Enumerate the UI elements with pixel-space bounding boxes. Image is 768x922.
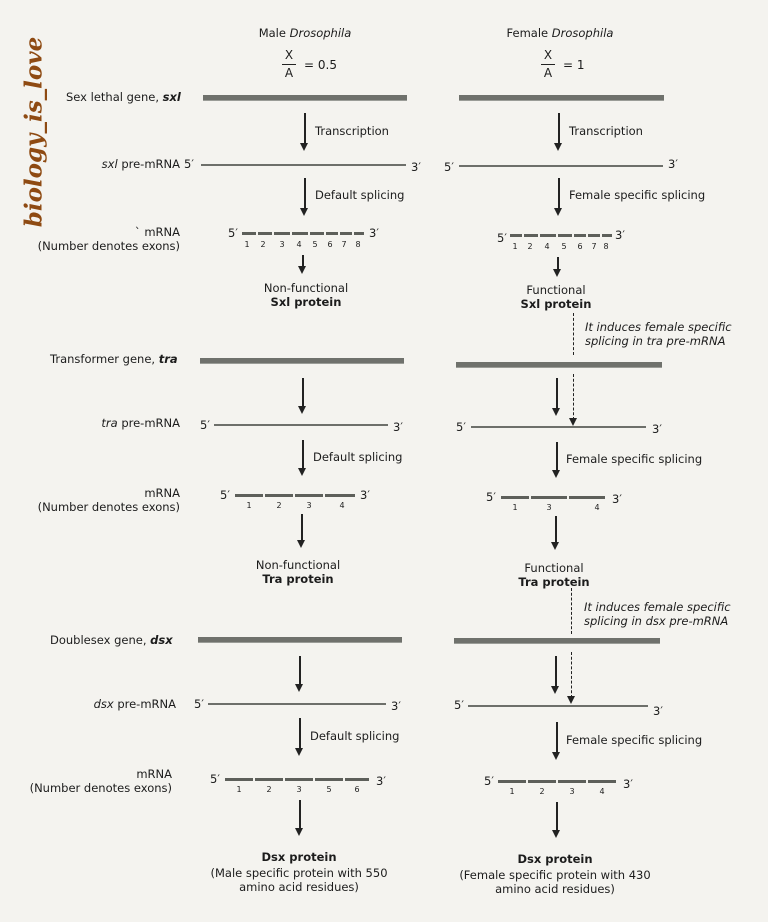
- male-tra-exon-segment: [295, 494, 323, 497]
- male-tra-splicing-arrow: [302, 440, 304, 470]
- male-sxl-mrna-3prime: 3′: [369, 226, 379, 240]
- female-dsx-protein-desc-2: amino acid residues): [495, 882, 615, 896]
- female-tra-exon-segment: [569, 496, 605, 499]
- female-sxl-exon-segment: [524, 234, 538, 237]
- female-sxl-splicing-arrow: [558, 178, 560, 210]
- male-sxl-exon-segment: [258, 232, 272, 235]
- female-tra-protein-status: Functional: [524, 561, 584, 575]
- male-tra-exon-segment: [265, 494, 293, 497]
- female-sxl-induction-text-2: splicing in tra pre-mRNA: [585, 334, 726, 348]
- male-dsx-exon-segment: [345, 778, 369, 781]
- female-tra-induction-line: [571, 588, 572, 634]
- female-sxl-exon-segment: [602, 234, 612, 237]
- male-xa-value: = 0.5: [304, 58, 337, 72]
- male-dsx-exon-number: 1: [236, 785, 242, 794]
- male-sxl-exon-segment: [292, 232, 308, 235]
- female-tra-pre-5prime: 5′: [456, 420, 466, 434]
- male-dsx-splicing-arrow: [299, 718, 301, 750]
- male-sxl-exon-segment: [274, 232, 290, 235]
- male-sxl-exon-number: 8: [355, 240, 361, 249]
- male-tra-exon-number: 2: [276, 501, 282, 510]
- female-dsx-exon-number: 1: [509, 787, 515, 796]
- female-sxl-exon-segment: [574, 234, 586, 237]
- male-dsx-exon-number: 3: [296, 785, 302, 794]
- female-dsx-exon-segment: [528, 780, 556, 783]
- male-dsx-protein-name: Dsx protein: [261, 850, 337, 864]
- female-sxl-protein-name: Sxl protein: [520, 297, 592, 311]
- male-tra-protein-name: Tra protein: [262, 572, 334, 586]
- female-sxl-exon-number: 4: [544, 242, 550, 251]
- male-sxl-gene-bar: [203, 95, 407, 100]
- male-dsx-exon-segment: [225, 778, 253, 781]
- female-tra-mrna-5prime: 5′: [486, 490, 496, 504]
- male-sxl-exon-segment: [340, 232, 352, 235]
- female-sxl-exon-number: 7: [591, 242, 597, 251]
- female-dsx-pre-mrna-line: [468, 705, 648, 707]
- female-sxl-pre-3prime: 3′: [668, 157, 678, 171]
- tra-gene-label: Transformer gene, tra: [50, 352, 178, 366]
- sxl-exons-note: (Number denotes exons): [37, 239, 180, 253]
- male-sxl-transcription-arrow: [304, 113, 306, 145]
- dsx-gene-label: Doublesex gene, dsx: [50, 633, 173, 647]
- female-dsx-protein-name: Dsx protein: [517, 852, 593, 866]
- male-dsx-protein-desc-1: (Male specific protein with 550: [210, 866, 388, 880]
- male-tra-splicing-label: Default splicing: [313, 450, 403, 464]
- female-dsx-exon-number: 4: [599, 787, 605, 796]
- female-sxl-exon-segment: [588, 234, 600, 237]
- female-dsx-exon-number: 3: [569, 787, 575, 796]
- female-sxl-exon-segment: [540, 234, 556, 237]
- female-sxl-exon-number: 6: [577, 242, 583, 251]
- female-dsx-pre-5prime: 5′: [454, 698, 464, 712]
- male-dsx-splicing-label: Default splicing: [310, 729, 400, 743]
- female-sxl-mrna-5prime: 5′: [497, 231, 507, 245]
- tra-mrna-label: mRNA: [144, 486, 180, 500]
- male-tra-pre-5prime: 5′: [200, 418, 210, 432]
- female-sxl-exon-number: 2: [527, 242, 533, 251]
- female-dsx-protein-desc-1: (Female specific protein with 430: [459, 868, 651, 882]
- female-sxl-exon-number: 8: [603, 242, 609, 251]
- male-tra-transcription-arrow: [302, 378, 304, 408]
- male-tra-pre-mrna-line: [214, 424, 388, 426]
- female-tra-exon-segment: [531, 496, 567, 499]
- female-sxl-pre-5prime: 5′: [444, 160, 454, 174]
- male-dsx-exon-segment: [315, 778, 343, 781]
- female-tra-gene-bar: [456, 362, 662, 367]
- male-sxl-translation-arrow: [302, 255, 304, 268]
- male-dsx-transcription-arrow: [299, 656, 301, 686]
- male-sxl-protein-status: Non-functional: [263, 281, 349, 295]
- dsx-exons-note: (Number denotes exons): [29, 781, 172, 795]
- male-tra-pre-3prime: 3′: [393, 420, 403, 434]
- female-xa-value: = 1: [563, 58, 585, 72]
- female-sxl-exon-number: 5: [561, 242, 567, 251]
- female-dsx-exon-segment: [498, 780, 526, 783]
- male-dsx-gene-bar: [198, 637, 402, 642]
- male-tra-mrna-5prime: 5′: [220, 488, 230, 502]
- female-tra-pre-3prime: 3′: [652, 422, 662, 436]
- female-dsx-pre-3prime: 3′: [653, 704, 663, 718]
- female-sxl-transcription-label: Transcription: [569, 124, 643, 138]
- female-column-title: Female Drosophila: [506, 26, 614, 40]
- male-sxl-transcription-label: Transcription: [315, 124, 389, 138]
- male-sxl-pre-3prime: 3′: [411, 160, 421, 174]
- female-dsx-exon-segment: [588, 780, 616, 783]
- female-dsx-splicing-label: Female specific splicing: [566, 733, 703, 747]
- male-tra-protein-status: Non-functional: [255, 558, 341, 572]
- female-sxl-splicing-label: Female specific splicing: [569, 188, 706, 202]
- female-dsx-translation-arrow: [556, 802, 558, 832]
- male-dsx-translation-arrow: [299, 800, 301, 830]
- tra-pre-mrna-label: tra pre-mRNA: [101, 416, 180, 430]
- male-dsx-mrna-5prime: 5′: [210, 772, 220, 786]
- female-tra-pre-mrna-line: [471, 426, 646, 428]
- dsx-pre-mrna-label: dsx pre-mRNA: [93, 697, 176, 711]
- male-sxl-exon-segment: [326, 232, 338, 235]
- female-dsx-exon-number: 2: [539, 787, 545, 796]
- male-tra-exon-number: 3: [306, 501, 312, 510]
- male-sxl-exon-number: 7: [341, 240, 347, 249]
- male-tra-exon-segment: [325, 494, 355, 497]
- male-sxl-exon-number: 3: [279, 240, 285, 249]
- female-dsx-gene-bar: [454, 638, 660, 643]
- female-dsx-splicing-arrow: [556, 722, 558, 754]
- female-dsx-exon-segment: [558, 780, 586, 783]
- male-tra-exon-number: 1: [246, 501, 252, 510]
- female-tra-exon-number: 3: [546, 503, 552, 512]
- male-sxl-splicing-label: Default splicing: [315, 188, 405, 202]
- female-tra-induction-arrow: [573, 374, 574, 420]
- female-sxl-protein-status: Functional: [526, 283, 586, 297]
- male-dsx-pre-mrna-line: [208, 703, 386, 705]
- male-sxl-splicing-arrow: [304, 178, 306, 210]
- male-tra-translation-arrow: [301, 514, 303, 542]
- male-sxl-exon-number: 5: [312, 240, 318, 249]
- male-dsx-pre-5prime: 5′: [194, 697, 204, 711]
- male-sxl-protein-name: Sxl protein: [270, 295, 342, 309]
- male-tra-exon-segment: [235, 494, 263, 497]
- female-sxl-induction-line: [573, 313, 574, 355]
- male-sxl-exon-number: 2: [260, 240, 266, 249]
- male-dsx-protein-desc-2: amino acid residues): [239, 880, 359, 894]
- female-sxl-gene-bar: [459, 95, 664, 100]
- male-sxl-pre-5prime: 5′: [184, 157, 194, 171]
- male-sxl-pre-mrna-line: [201, 164, 406, 166]
- male-sxl-exon-number: 4: [296, 240, 302, 249]
- female-tra-translation-arrow: [555, 516, 557, 544]
- male-column-title: Male Drosophila: [258, 26, 352, 40]
- female-sxl-exon-segment: [558, 234, 572, 237]
- female-tra-exon-number: 1: [512, 503, 518, 512]
- male-sxl-exon-segment: [310, 232, 324, 235]
- male-dsx-exon-number: 6: [354, 785, 360, 794]
- dsx-mrna-label: mRNA: [136, 767, 172, 781]
- male-tra-gene-bar: [200, 358, 404, 363]
- male-sxl-exon-segment: [242, 232, 256, 235]
- male-dsx-exon-segment: [285, 778, 313, 781]
- male-sxl-mrna-5prime: 5′: [228, 226, 238, 240]
- sxl-gene-label: Sex lethal gene, sxl: [66, 90, 181, 104]
- sxl-mrna-label: ` mRNA: [134, 225, 180, 239]
- female-tra-exon-number: 4: [594, 503, 600, 512]
- female-sxl-mrna-3prime: 3′: [615, 228, 625, 242]
- female-sxl-pre-mrna-line: [459, 165, 663, 167]
- male-xa-ratio: X A: [282, 48, 296, 81]
- female-dsx-mrna-5prime: 5′: [484, 774, 494, 788]
- female-dsx-mrna-3prime: 3′: [623, 777, 633, 791]
- female-tra-induction-text-2: splicing in dsx pre-mRNA: [584, 614, 729, 628]
- tra-exons-note: (Number denotes exons): [37, 500, 180, 514]
- male-dsx-exon-number: 2: [266, 785, 272, 794]
- female-xa-ratio: X A: [541, 48, 555, 81]
- watermark: biology_is_love: [20, 36, 48, 228]
- female-tra-splicing-label: Female specific splicing: [566, 452, 703, 466]
- male-sxl-exon-number: 1: [244, 240, 250, 249]
- sxl-pre-mrna-label: sxl pre-mRNA: [101, 157, 180, 171]
- female-tra-induction-text-1: It induces female specific: [584, 600, 731, 614]
- male-dsx-mrna-3prime: 3′: [376, 774, 386, 788]
- male-sxl-exon-number: 6: [327, 240, 333, 249]
- male-tra-exon-number: 4: [339, 501, 345, 510]
- female-tra-transcription-arrow: [556, 378, 558, 410]
- female-dsx-transcription-arrow: [555, 656, 557, 688]
- male-tra-mrna-3prime: 3′: [360, 488, 370, 502]
- female-sxl-exon-number: 1: [512, 242, 518, 251]
- female-tra-splicing-arrow: [556, 442, 558, 472]
- male-dsx-pre-3prime: 3′: [391, 699, 401, 713]
- female-tra-mrna-3prime: 3′: [612, 492, 622, 506]
- female-dsx-induction-arrow: [571, 652, 572, 698]
- female-sxl-exon-segment: [510, 234, 522, 237]
- female-tra-exon-segment: [501, 496, 529, 499]
- male-dsx-exon-number: 5: [326, 785, 332, 794]
- female-sxl-induction-text-1: It induces female specific: [585, 320, 732, 334]
- female-sxl-translation-arrow: [557, 257, 559, 271]
- male-dsx-exon-segment: [255, 778, 283, 781]
- female-sxl-transcription-arrow: [558, 113, 560, 145]
- female-tra-protein-name: Tra protein: [518, 575, 590, 589]
- male-sxl-exon-segment: [354, 232, 364, 235]
